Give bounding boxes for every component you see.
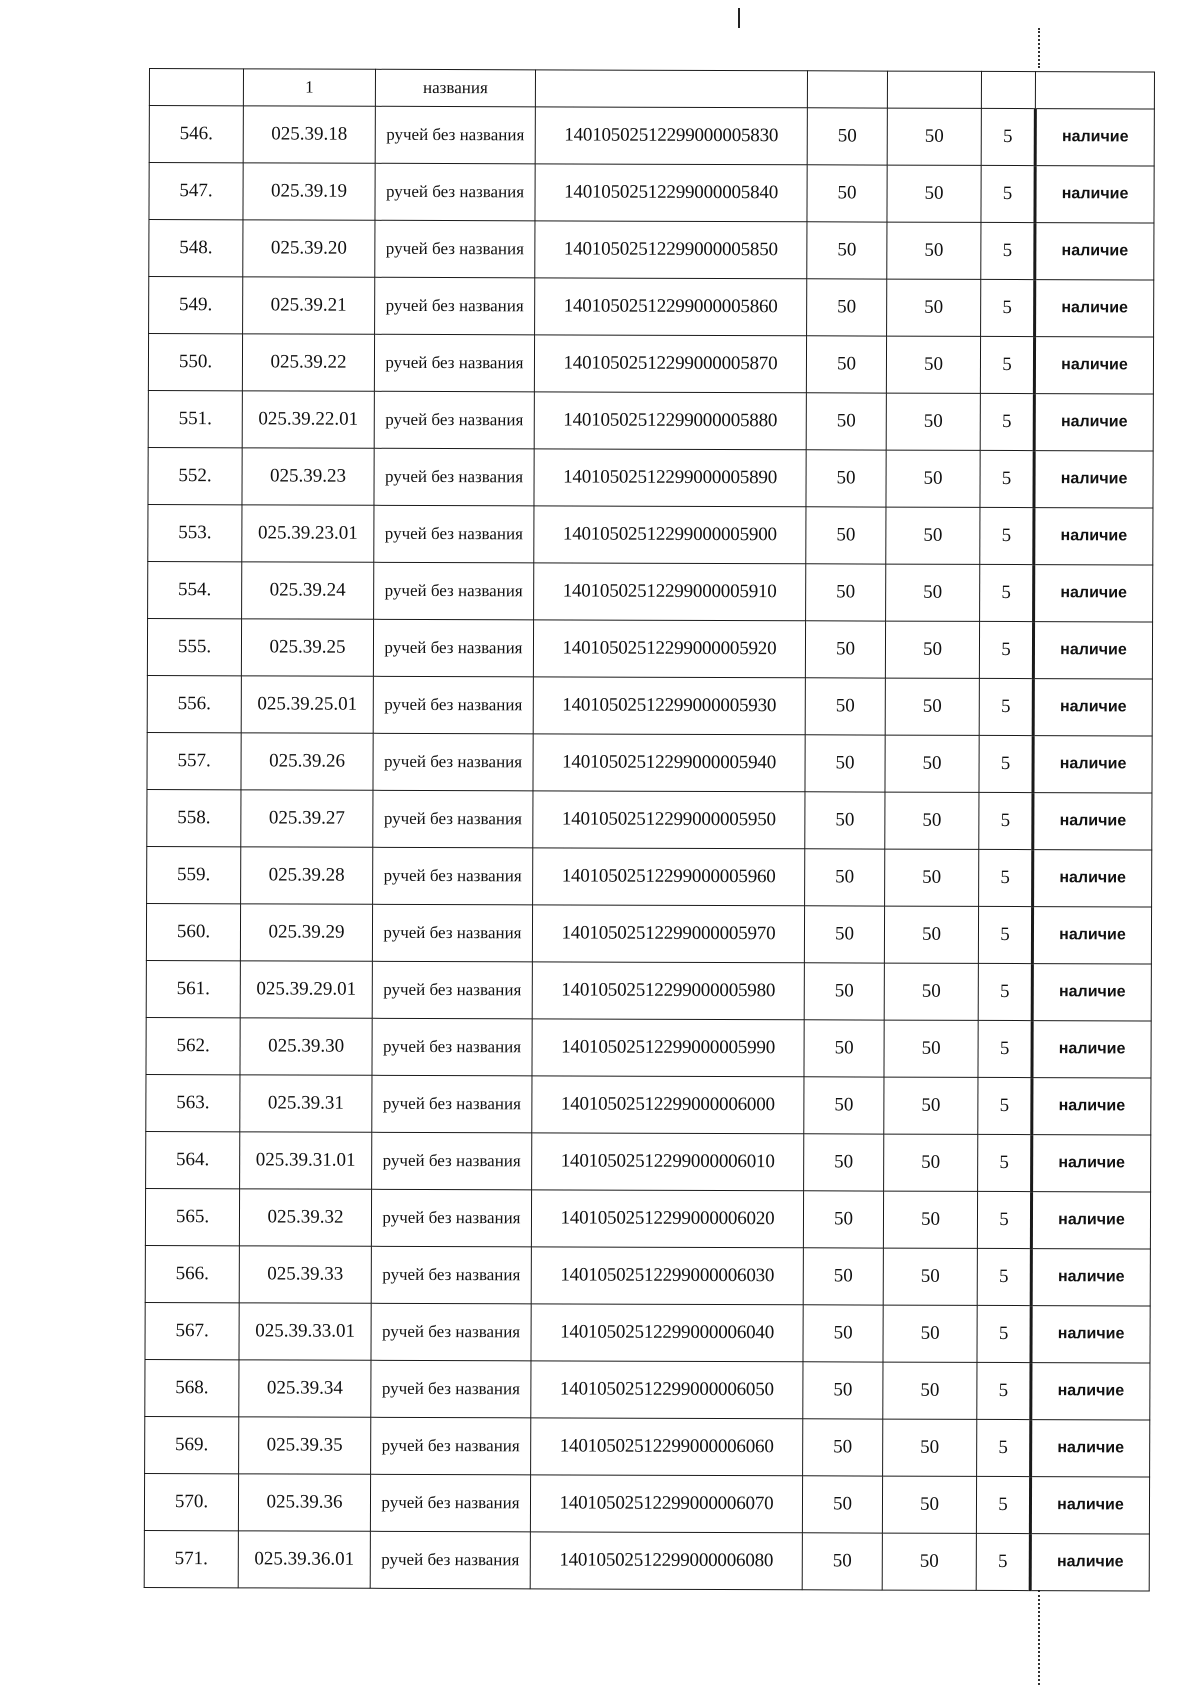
table-row	[146, 960, 1151, 1021]
water-body-name-cell: ручей без названия	[375, 277, 535, 335]
value-a-cell: 50	[804, 963, 884, 1020]
status-cell: наличие	[1032, 1021, 1151, 1078]
table-row	[146, 1017, 1151, 1078]
water-body-name-cell: ручей без названия	[373, 619, 533, 677]
value-c-cell: 5	[978, 1134, 1032, 1191]
registry-code-cell: 14010502512299000005920	[533, 620, 805, 678]
registry-code-cell: 14010502512299000005900	[534, 506, 806, 564]
value-c-cell: 5	[976, 1476, 1030, 1533]
row-number-cell: 568.	[145, 1359, 239, 1416]
table-row	[145, 1359, 1150, 1420]
status-cell: наличие	[1031, 1363, 1150, 1420]
value-a-cell: 50	[804, 1077, 884, 1134]
header-cell: 1	[243, 69, 375, 106]
value-c-cell: 5	[978, 1020, 1032, 1077]
status-cell: наличие	[1035, 223, 1154, 280]
status-cell: наличие	[1035, 280, 1154, 337]
value-c-cell: 5	[979, 735, 1033, 792]
value-a-cell: 50	[803, 1362, 883, 1419]
water-body-name-cell: ручей без названия	[372, 904, 532, 962]
object-id-cell: 025.39.33	[239, 1246, 371, 1303]
value-b-cell: 50	[883, 1362, 977, 1419]
status-cell: наличие	[1033, 793, 1152, 850]
status-cell: наличие	[1030, 1477, 1149, 1534]
value-a-cell: 50	[805, 678, 885, 735]
status-cell: наличие	[1030, 1534, 1149, 1591]
object-id-cell: 025.39.22.01	[242, 391, 374, 448]
table-row	[145, 1416, 1150, 1477]
value-a-cell: 50	[807, 279, 887, 336]
row-number-cell: 571.	[144, 1530, 238, 1587]
row-number-cell: 551.	[148, 390, 242, 447]
row-number-cell: 553.	[148, 504, 242, 561]
status-cell: наличие	[1033, 736, 1152, 793]
scan-artifact-line	[1038, 1590, 1041, 1685]
registry-code-cell: 14010502512299000005830	[535, 107, 807, 165]
value-a-cell: 50	[804, 1020, 884, 1077]
registry-code-cell: 14010502512299000005970	[532, 905, 804, 963]
value-c-cell: 5	[981, 279, 1035, 336]
water-body-name-cell: ручей без названия	[371, 1417, 531, 1475]
value-b-cell: 50	[885, 621, 979, 678]
object-id-cell: 025.39.26	[241, 733, 373, 790]
object-id-cell: 025.39.29.01	[240, 961, 372, 1018]
value-b-cell: 50	[883, 1305, 977, 1362]
object-id-cell: 025.39.28	[241, 847, 373, 904]
registry-code-cell: 14010502512299000005850	[535, 221, 807, 279]
table-row	[145, 1302, 1150, 1363]
water-body-name-cell: ручей без названия	[372, 1018, 532, 1076]
object-id-cell: 025.39.21	[243, 277, 375, 334]
value-c-cell: 5	[977, 1419, 1031, 1476]
registry-code-cell: 14010502512299000006050	[531, 1361, 803, 1419]
water-body-name-cell: ручей без названия	[373, 676, 533, 734]
status-cell: наличие	[1034, 508, 1153, 565]
registry-code-cell: 14010502512299000005860	[535, 278, 807, 336]
table-row	[147, 789, 1152, 850]
table-row	[147, 675, 1152, 736]
table-row	[149, 106, 1154, 167]
object-id-cell: 025.39.30	[240, 1018, 372, 1075]
row-number-cell: 550.	[148, 334, 242, 391]
value-b-cell: 50	[885, 678, 979, 735]
object-id-cell: 025.39.33.01	[239, 1303, 371, 1360]
value-c-cell: 5	[978, 1077, 1032, 1134]
water-body-name-cell: ручей без названия	[373, 733, 533, 791]
registry-code-cell: 14010502512299000005930	[533, 677, 805, 735]
value-c-cell: 5	[981, 165, 1035, 222]
value-b-cell: 50	[887, 279, 981, 336]
object-id-cell: 025.39.18	[243, 106, 375, 163]
registry-code-cell: 14010502512299000005960	[533, 848, 805, 906]
value-a-cell: 50	[807, 108, 887, 165]
water-body-name-cell: ручей без названия	[373, 790, 533, 848]
value-b-cell: 50	[887, 222, 981, 279]
registry-code-cell: 14010502512299000005880	[534, 392, 806, 450]
status-cell: наличие	[1031, 1306, 1150, 1363]
table-row	[145, 1245, 1150, 1306]
row-number-cell: 560.	[146, 903, 240, 960]
object-id-cell: 025.39.20	[243, 220, 375, 277]
value-b-cell: 50	[885, 849, 979, 906]
value-c-cell: 5	[980, 507, 1034, 564]
status-cell: наличие	[1031, 1249, 1150, 1306]
status-cell: наличие	[1033, 850, 1152, 907]
value-c-cell: 5	[977, 1305, 1031, 1362]
value-a-cell: 50	[807, 165, 887, 222]
object-id-cell: 025.39.36	[238, 1474, 370, 1531]
value-c-cell: 5	[981, 108, 1035, 165]
water-body-name-cell: ручей без названия	[375, 106, 535, 164]
status-cell: наличие	[1035, 166, 1154, 223]
registry-code-cell: 14010502512299000006020	[531, 1190, 803, 1248]
water-body-name-cell: ручей без названия	[374, 391, 534, 449]
row-number-cell: 567.	[145, 1302, 239, 1359]
object-id-cell: 025.39.36.01	[238, 1531, 370, 1588]
value-b-cell: 50	[884, 963, 978, 1020]
value-b-cell: 50	[887, 165, 981, 222]
object-id-cell: 025.39.31	[240, 1075, 372, 1132]
registry-code-cell: 14010502512299000005980	[532, 962, 804, 1020]
status-cell: наличие	[1034, 451, 1153, 508]
row-number-cell: 563.	[146, 1074, 240, 1131]
water-body-name-cell: ручей без названия	[373, 847, 533, 905]
value-b-cell: 50	[884, 1077, 978, 1134]
object-id-cell: 025.39.34	[239, 1360, 371, 1417]
value-a-cell: 50	[803, 1248, 883, 1305]
registry-code-cell: 14010502512299000005840	[535, 164, 807, 222]
water-body-name-cell: ручей без названия	[371, 1360, 531, 1418]
header-cell	[887, 71, 981, 108]
object-id-cell: 025.39.23	[242, 448, 374, 505]
object-id-cell: 025.39.35	[239, 1417, 371, 1474]
water-body-name-cell: ручей без названия	[372, 1075, 532, 1133]
table-row	[146, 1131, 1151, 1192]
value-a-cell: 50	[805, 792, 885, 849]
object-id-cell: 025.39.25.01	[241, 676, 373, 733]
registry-code-cell: 14010502512299000006070	[530, 1475, 802, 1533]
registry-code-cell: 14010502512299000006060	[531, 1418, 803, 1476]
status-cell: наличие	[1032, 1078, 1151, 1135]
registry-code-cell: 14010502512299000006080	[530, 1532, 802, 1590]
value-a-cell: 50	[806, 564, 886, 621]
value-a-cell: 50	[802, 1476, 882, 1533]
row-number-cell: 565.	[145, 1188, 239, 1245]
value-c-cell: 5	[976, 1533, 1030, 1590]
page-mark	[738, 8, 740, 28]
value-c-cell: 5	[977, 1191, 1031, 1248]
header-cell	[1035, 72, 1154, 109]
table-row	[144, 1530, 1149, 1591]
water-body-name-cell: ручей без названия	[372, 1132, 532, 1190]
registry-code-cell: 14010502512299000006000	[532, 1076, 804, 1134]
value-b-cell: 50	[884, 906, 978, 963]
object-id-cell: 025.39.25	[241, 619, 373, 676]
row-number-cell: 559.	[147, 846, 241, 903]
value-a-cell: 50	[803, 1419, 883, 1476]
water-body-name-cell: ручей без названия	[375, 163, 535, 221]
value-a-cell: 50	[803, 1191, 883, 1248]
header-cell	[981, 71, 1035, 108]
value-c-cell: 5	[980, 564, 1034, 621]
value-c-cell: 5	[980, 450, 1034, 507]
value-a-cell: 50	[803, 1305, 883, 1362]
scan-artifact-line	[1038, 28, 1041, 68]
table-row	[148, 561, 1153, 622]
table-row	[147, 846, 1152, 907]
status-cell: наличие	[1032, 1135, 1151, 1192]
object-id-cell: 025.39.22	[242, 334, 374, 391]
value-c-cell: 5	[978, 963, 1032, 1020]
value-a-cell: 50	[806, 393, 886, 450]
value-a-cell: 50	[802, 1533, 882, 1590]
value-b-cell: 50	[886, 450, 980, 507]
value-a-cell: 50	[806, 336, 886, 393]
value-b-cell: 50	[887, 108, 981, 165]
registry-code-cell: 14010502512299000005890	[534, 449, 806, 507]
row-number-cell: 570.	[144, 1473, 238, 1530]
header-cell	[535, 70, 807, 108]
value-b-cell: 50	[886, 393, 980, 450]
value-c-cell: 5	[980, 336, 1034, 393]
header-cell: названия	[375, 69, 535, 107]
row-number-cell: 562.	[146, 1017, 240, 1074]
table-row	[149, 220, 1154, 281]
row-number-cell: 569.	[145, 1416, 239, 1473]
status-cell: наличие	[1035, 109, 1154, 166]
water-bodies-table	[144, 68, 1155, 1592]
table-row	[148, 390, 1153, 451]
row-number-cell: 552.	[148, 447, 242, 504]
row-number-cell: 546.	[149, 106, 243, 163]
row-number-cell: 557.	[147, 732, 241, 789]
water-body-name-cell: ручей без названия	[374, 448, 534, 506]
row-number-cell: 556.	[147, 675, 241, 732]
value-a-cell: 50	[804, 1134, 884, 1191]
table-row	[146, 903, 1151, 964]
value-b-cell: 50	[882, 1476, 976, 1533]
status-cell: наличие	[1033, 622, 1152, 679]
value-a-cell: 50	[805, 621, 885, 678]
row-number-cell: 564.	[146, 1131, 240, 1188]
value-c-cell: 5	[977, 1362, 1031, 1419]
water-body-name-cell: ручей без названия	[372, 961, 532, 1019]
object-id-cell: 025.39.23.01	[242, 505, 374, 562]
status-cell: наличие	[1031, 1192, 1150, 1249]
value-a-cell: 50	[805, 735, 885, 792]
table-header-row	[149, 69, 1154, 110]
registry-code-cell: 14010502512299000005870	[534, 335, 806, 393]
object-id-cell: 025.39.29	[240, 904, 372, 961]
value-b-cell: 50	[886, 564, 980, 621]
registry-code-cell: 14010502512299000005990	[532, 1019, 804, 1077]
table-row	[148, 447, 1153, 508]
value-c-cell: 5	[977, 1248, 1031, 1305]
value-c-cell: 5	[978, 906, 1032, 963]
value-c-cell: 5	[979, 849, 1033, 906]
registry-code-cell: 14010502512299000005950	[533, 791, 805, 849]
water-body-name-cell: ручей без названия	[370, 1474, 530, 1532]
object-id-cell: 025.39.32	[239, 1189, 371, 1246]
status-cell: наличие	[1034, 337, 1153, 394]
row-number-cell: 554.	[148, 561, 242, 618]
row-number-cell: 549.	[149, 277, 243, 334]
row-number-cell: 555.	[147, 618, 241, 675]
value-b-cell: 50	[882, 1533, 976, 1590]
registry-code-cell: 14010502512299000006010	[532, 1133, 804, 1191]
registry-code-cell: 14010502512299000005940	[533, 734, 805, 792]
water-body-name-cell: ручей без названия	[371, 1246, 531, 1304]
registry-code-cell: 14010502512299000006040	[531, 1304, 803, 1362]
status-cell: наличие	[1031, 1420, 1150, 1477]
value-c-cell: 5	[979, 621, 1033, 678]
table-row	[145, 1188, 1150, 1249]
table-row	[148, 504, 1153, 565]
value-c-cell: 5	[979, 678, 1033, 735]
row-number-cell: 561.	[146, 960, 240, 1017]
status-cell: наличие	[1033, 679, 1152, 736]
table-row	[146, 1074, 1151, 1135]
table-row	[144, 1473, 1149, 1534]
water-body-name-cell: ручей без названия	[370, 1531, 530, 1589]
table-row	[147, 732, 1152, 793]
water-body-name-cell: ручей без названия	[374, 505, 534, 563]
value-b-cell: 50	[883, 1248, 977, 1305]
table-row	[148, 334, 1153, 395]
registry-code-cell: 14010502512299000005910	[534, 563, 806, 621]
value-a-cell: 50	[807, 222, 887, 279]
status-cell: наличие	[1032, 907, 1151, 964]
value-c-cell: 5	[979, 792, 1033, 849]
value-b-cell: 50	[884, 1020, 978, 1077]
object-id-cell: 025.39.31.01	[240, 1132, 372, 1189]
table-row	[149, 277, 1154, 338]
row-number-cell: 547.	[149, 163, 243, 220]
value-b-cell: 50	[885, 792, 979, 849]
row-number-cell: 558.	[147, 789, 241, 846]
status-cell: наличие	[1034, 394, 1153, 451]
value-b-cell: 50	[883, 1191, 977, 1248]
value-b-cell: 50	[885, 735, 979, 792]
row-number-cell: 566.	[145, 1245, 239, 1302]
value-a-cell: 50	[805, 849, 885, 906]
object-id-cell: 025.39.24	[242, 562, 374, 619]
value-b-cell: 50	[883, 1419, 977, 1476]
object-id-cell: 025.39.19	[243, 163, 375, 220]
value-b-cell: 50	[886, 336, 980, 393]
value-a-cell: 50	[806, 507, 886, 564]
value-c-cell: 5	[980, 393, 1034, 450]
header-cell	[149, 69, 243, 106]
object-id-cell: 025.39.27	[241, 790, 373, 847]
water-body-name-cell: ручей без названия	[371, 1189, 531, 1247]
status-cell: наличие	[1034, 565, 1153, 622]
row-number-cell: 548.	[149, 220, 243, 277]
water-body-name-cell: ручей без названия	[375, 220, 535, 278]
status-cell: наличие	[1032, 964, 1151, 1021]
water-body-name-cell: ручей без названия	[374, 334, 534, 392]
table-row	[149, 163, 1154, 224]
water-body-name-cell: ручей без названия	[374, 562, 534, 620]
value-a-cell: 50	[806, 450, 886, 507]
value-b-cell: 50	[884, 1134, 978, 1191]
value-b-cell: 50	[886, 507, 980, 564]
table-row	[147, 618, 1152, 679]
registry-code-cell: 14010502512299000006030	[531, 1247, 803, 1305]
value-c-cell: 5	[981, 222, 1035, 279]
value-a-cell: 50	[804, 906, 884, 963]
header-cell	[807, 71, 887, 108]
water-body-name-cell: ручей без названия	[371, 1303, 531, 1361]
